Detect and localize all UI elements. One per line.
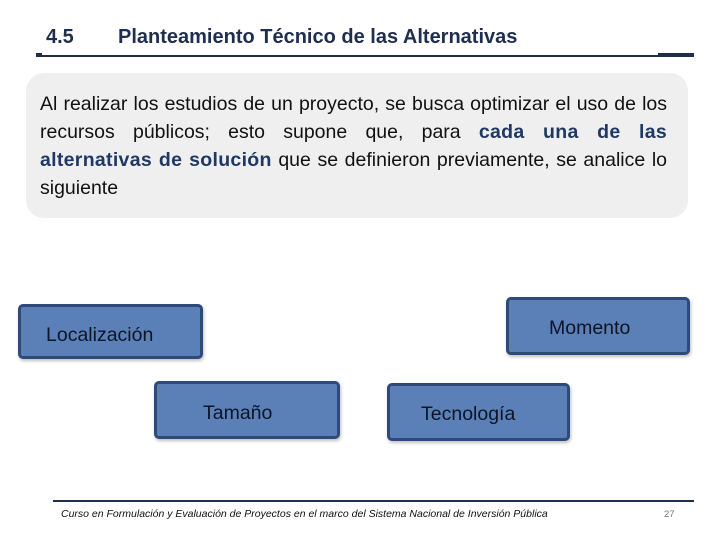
aspect-box-momento [506,297,690,355]
aspect-label-localizacion: Localización [46,324,154,346]
slide-title: Planteamiento Técnico de las Alternativas [118,26,518,48]
footer-rule [53,500,694,502]
aspect-label-momento: Momento [549,317,631,339]
section-number: 4.5 [46,26,74,48]
aspect-box-tamano [154,381,340,439]
page-number: 27 [664,509,675,520]
aspect-box-localizacion [18,304,203,359]
intro-text-before: Al realizar los estudios de un proyecto, se busca optimizar el uso de los recursos públicos; esto supone que, para [40,93,667,143]
intro-highlight: cada una de las alternativas de solución [40,121,667,171]
header-rule-right-accent [658,53,694,57]
intro-paragraph [40,90,667,202]
aspect-box-tecnologia [387,383,570,441]
header-rule [36,55,658,57]
aspect-label-tecnologia: Tecnología [421,403,516,425]
intro-text-after: que se definieron previamente, se analice lo siguiente [40,149,668,199]
aspect-label-tamano: Tamaño [203,402,273,424]
header-rule-left-accent [36,53,42,57]
footer-course-text: Curso en Formulación y Evaluación de Proyectos en el marco del Sistema Nacional de Inversión Pública [61,508,548,520]
